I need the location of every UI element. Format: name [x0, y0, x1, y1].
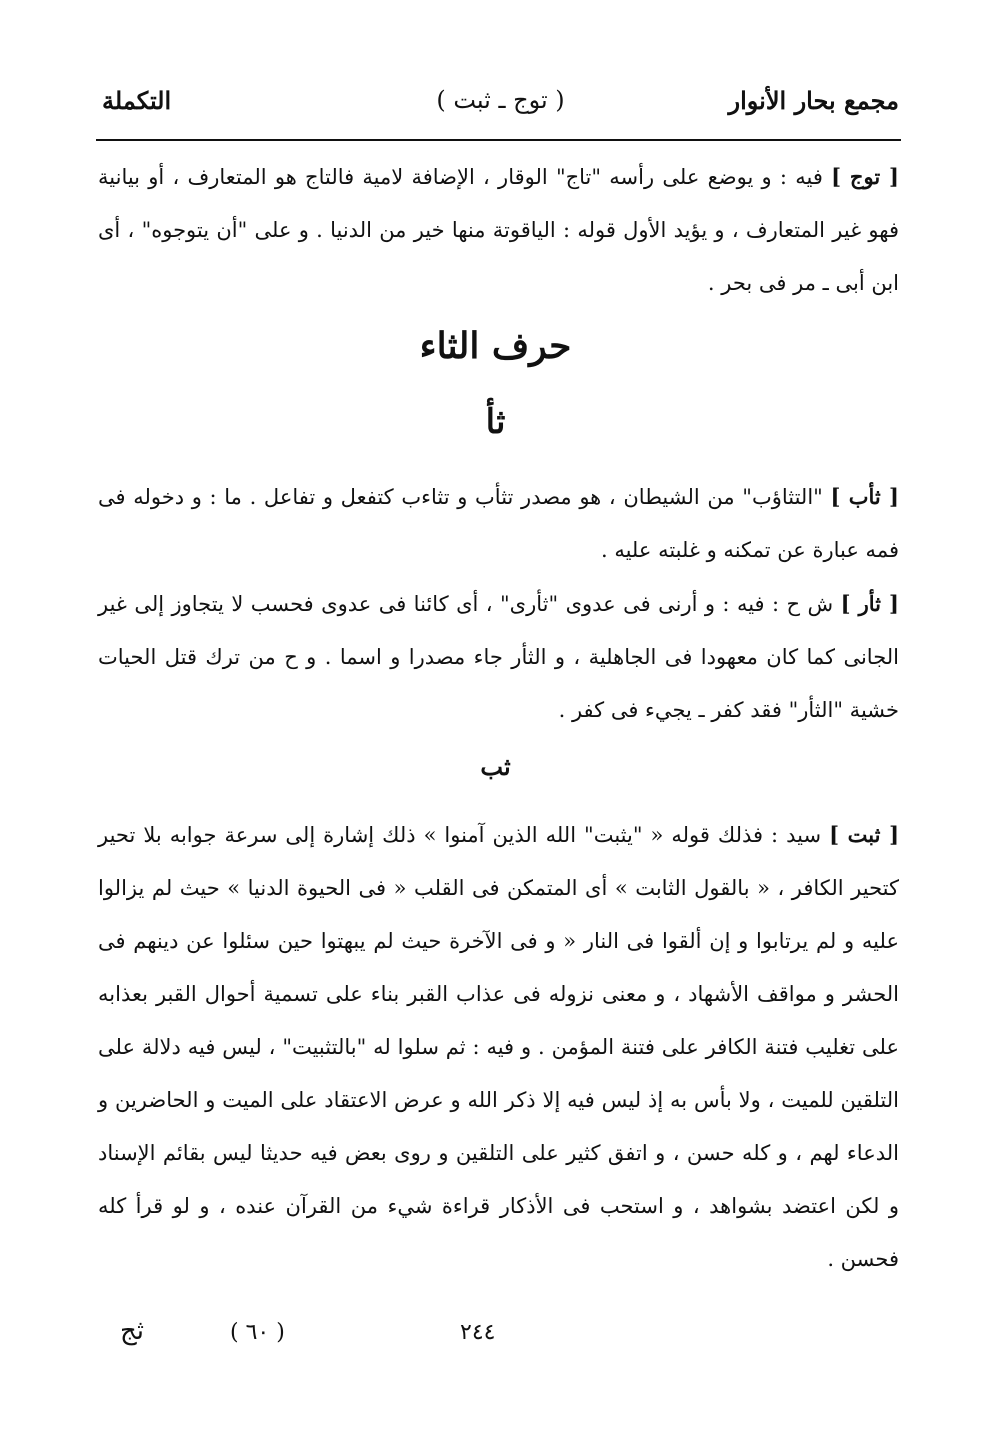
entry-block-bottom [98, 808, 899, 1286]
header-book-title: مجمع بحار الأنوار [728, 86, 899, 115]
page-number: ٢٤٤ [460, 1320, 496, 1345]
entry-text: فيه : و يوضع على رأسه "تاج" الوقار ، الإضافة لامية فالتاج هو المتعارف ، أو بيانية فهو غير المتعارف ، و يؤيد الأول قوله : الياقوتة منها خير من الدنيا . و على "أن يتوجوه" ، أى ابن أبى ـ مر فى بحر . [98, 165, 899, 295]
entry-block-top [98, 150, 899, 310]
entry-block-middle [98, 470, 899, 737]
entry-paragraph [98, 808, 899, 1286]
entry-lemma: [ توج ] [831, 164, 899, 189]
entry-lemma: [ ثأب ] [830, 484, 899, 509]
entry-text: "التثاؤب" من الشيطان ، هو مصدر تثأب و تثاءب كتفعل و تفاعل . ما : و دخوله فى فمه عبارة عن تمكنه و غلبته عليه . [98, 485, 899, 562]
chapter-title: حرف الثاء [419, 325, 572, 367]
page-footer [100, 1316, 571, 1360]
entry-lemma: [ ثأر ] [840, 591, 899, 616]
entry-lemma: [ ثبت ] [829, 822, 900, 847]
header-section-name: التكملة [102, 86, 172, 115]
entry-paragraph [98, 577, 899, 737]
header-entry-range: ( توج ـ ثبت ) [436, 86, 565, 114]
catchword: ثج [120, 1316, 145, 1346]
section-title: ثأ [485, 402, 506, 442]
signature-number: ( ٦٠ ) [230, 1320, 285, 1345]
entry-text: سيد : فذلك قوله « "يثبت" الله الذين آمنوا » ذلك إشارة إلى سرعة جوابه بلا تحير كتحير الكافر ، « بالقول الثابت » أى المتمكن فى القلب « فى الحيوة الدنيا » حيث لم يزالوا عليه و لم يرتابوا و إن ألقوا فى النار « و فى الآخرة حيث لم يبهتوا حين سئلوا عن دينهم فى الحشر و مواقف الأشهاد ، و معنى نزوله فى عذاب القبر بناء على تسمية أحوال القبر بعذابه على تغليب فتنة الكافر على فتنة المؤمن . و فيه : ثم سلوا له "بالتثبيت" ، ليس فيه دلالة على التلقين للميت ، ولا بأس به إذ ليس فيه إلا ذكر الله و عرض الاعتقاد على الميت و الحاضرين و الدعاء لهم ، و كله حسن ، و اتفق كثير على التلقين و روى بعض فيه حديثا ليس بقائم الإسناد و لكن اعتضد بشواهد ، و استحب فى الأذكار قراءة شيء من القرآن عنده ، و لو قرأ كله فحسن . [98, 823, 899, 1271]
entry-text: ش ح : فيه : و أرنى فى عدوى "ثأرى" ، أى كائنا فى عدوى فحسب لا يتجاوز إلى غير الجانى كما كان معهودا فى الجاهلية ، و الثأر جاء مصدرا و اسما . و ح من ترك قتل الحيات خشية "الثأر" فقد كفر ـ يجيء فى كفر . [98, 592, 899, 722]
entry-paragraph [98, 150, 899, 310]
running-header [102, 80, 899, 120]
section-title: ثب [480, 752, 511, 781]
entry-paragraph [98, 470, 899, 577]
header-rule [96, 139, 901, 141]
